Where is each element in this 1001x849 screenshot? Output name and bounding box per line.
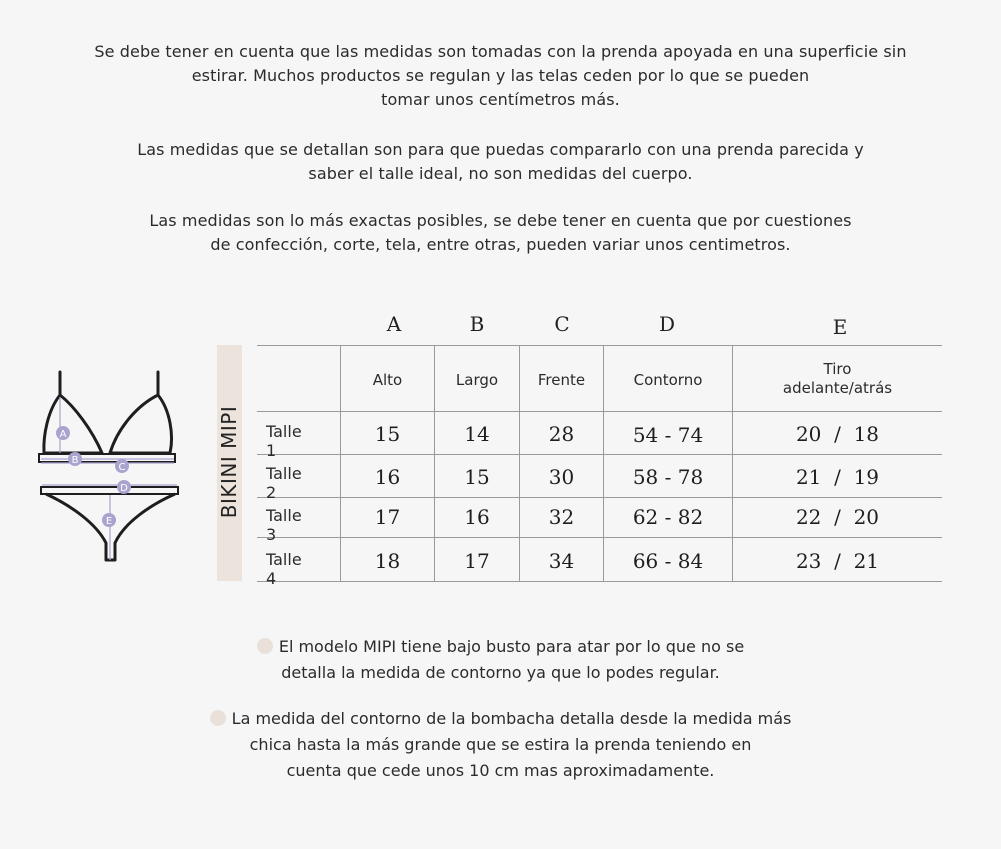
table-rule [257,497,942,498]
cell-e: 20 / 18 [795,422,880,446]
bullet-icon [257,638,273,654]
marker-d-label: D [120,483,128,494]
table-rule [257,345,942,346]
header-largo: Largo [455,371,499,389]
cell-b: 17 [464,549,490,573]
cell-b: 14 [464,422,490,446]
cell-a: 16 [374,465,401,489]
cell-c: 32 [548,505,575,529]
note-line: cuenta que cede unos 10 cm mas aproximadamente. [286,761,715,780]
header-contorno: Contorno [633,371,703,389]
right-cup [110,395,172,453]
column-letter-d: D [658,312,676,336]
bikini-diagram [30,365,180,565]
marker-c-label: C [118,462,126,473]
intro-line: Las medidas que se detallan son para que puedas compararlo con una prenda parecida y [137,140,864,159]
marker-b-label: B [71,455,79,466]
table-rule [257,411,942,412]
cell-d: 66 - 84 [632,549,704,573]
note-bombacha [0,706,1001,784]
note-contorno [0,634,1001,686]
talle-label: Talle 2 [266,464,302,502]
header-alto: Alto [372,371,403,389]
talle-label: Talle 3 [266,506,302,544]
intro-paragraph-3 [0,209,1001,257]
note-line [0,706,1001,732]
bottom-waistband [41,487,178,494]
intro-line: Se debe tener en cuenta que las medidas son tomadas con la prenda apoyada en una superficie sin [94,42,907,61]
column-letter-a: A [386,312,402,336]
marker-a-label: A [59,429,67,440]
header-frente: Frente [537,371,586,389]
note-text: El modelo MIPI tiene bajo busto para atar por lo que no se [278,637,745,656]
intro-line: saber el talle ideal, no son medidas del cuerpo. [308,164,693,183]
cell-b: 15 [464,465,490,489]
left-cup [44,395,102,453]
column-letter-c: C [554,312,570,336]
cell-d: 62 - 82 [632,505,704,529]
cell-c: 30 [548,465,575,489]
intro-line: Las medidas son lo más exactas posibles, se debe tener en cuenta que por cuestiones [149,211,852,230]
table-rule [257,537,942,538]
note-line: chica hasta la más grande que se estira la prenda teniendo en [249,735,752,754]
header-tiro [733,360,942,398]
cell-e: 22 / 20 [795,505,880,529]
note-line: detalla la medida de contorno ya que lo podes regular. [281,663,720,682]
column-letter-b: B [469,312,485,336]
column-letter-e: E [832,315,848,339]
header-tiro-line1: Tiro [823,360,852,378]
header-tiro-line2: adelante/atrás [782,379,893,397]
cell-a: 18 [374,549,401,573]
table-rule [257,454,942,455]
cell-a: 15 [374,422,401,446]
intro-line: tomar unos centímetros más. [381,90,620,109]
product-label: BIKINI MIPI [217,405,241,519]
cell-e: 21 / 19 [795,465,880,489]
cell-c: 28 [548,422,575,446]
intro-line: de confección, corte, tela, entre otras, pueden variar unos centimetros. [210,235,791,254]
intro-paragraph-2 [0,138,1001,186]
cell-b: 16 [464,505,490,529]
talle-label: Talle 1 [266,422,302,460]
note-line [0,634,1001,660]
cell-d: 58 - 78 [632,465,704,489]
talle-label: Talle 4 [266,550,302,588]
intro-line: estirar. Muchos productos se regulan y las telas ceden por lo que se pueden [191,66,810,85]
note-text: La medida del contorno de la bombacha detalla desde la medida más [231,709,792,728]
cell-a: 17 [374,505,401,529]
underband [39,454,175,462]
cell-c: 34 [548,549,575,573]
table-rule [257,581,942,582]
cell-d: 54 - 74 [632,423,704,447]
intro-paragraph-1 [0,40,1001,112]
bullet-icon [210,710,226,726]
cell-e: 23 / 21 [795,549,880,573]
marker-e-label: E [105,516,113,527]
